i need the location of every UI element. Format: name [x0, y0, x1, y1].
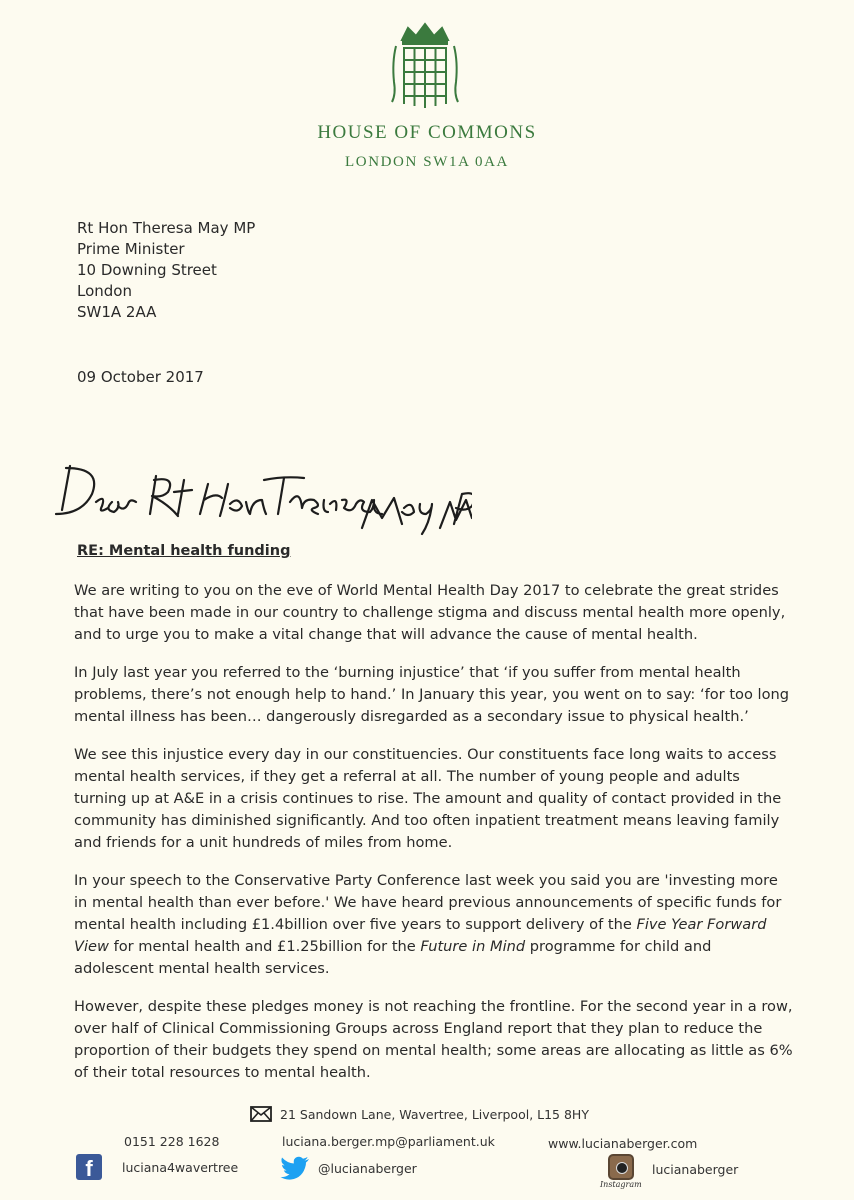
letter-footer: [0, 1100, 854, 1200]
postal-address-text: 21 Sandown Lane, Wavertree, Liverpool, L15 8HY: [280, 1106, 589, 1122]
handwritten-salutation: [52, 458, 472, 540]
report-title-five-year: Five Year Forward View: [74, 916, 767, 955]
phone-number: 0151 228 1628: [124, 1134, 220, 1149]
letter-date: 09 October 2017: [77, 368, 204, 386]
recipient-line: Prime Minister: [77, 240, 185, 258]
letterhead-address: LONDON SW1A 0AA: [345, 154, 509, 170]
body-text: for mental health and £1.25billion for the: [108, 938, 421, 955]
facebook-handle: luciana4wavertree: [122, 1159, 239, 1175]
subject-line: RE: Mental health funding: [77, 543, 291, 559]
twitter-link[interactable]: [280, 1156, 417, 1180]
programme-title-future-in-mind: Future in Mind: [420, 938, 526, 955]
letter-body: [74, 580, 794, 1100]
body-paragraph: [74, 870, 794, 980]
twitter-handle: @lucianaberger: [318, 1160, 417, 1176]
postal-address: [250, 1106, 589, 1122]
recipient-line: Rt Hon Theresa May MP: [77, 219, 256, 237]
twitter-bird-icon: [280, 1156, 310, 1180]
facebook-icon: f: [76, 1154, 102, 1180]
instagram-handle[interactable]: lucianaberger: [652, 1162, 739, 1177]
recipient-line: 10 Downing Street: [77, 261, 217, 279]
instagram-badge: [600, 1154, 642, 1189]
body-text: In your speech to the Conservative Party Conference last week you said you are 'investing more in mental health than ever before.' We have heard previous announcements of specific funds for mental health including £1.4billion over five years to support delivery of the: [74, 872, 782, 933]
body-paragraph: In July last year you referred to the ‘burning injustice’ that ‘if you suffer from mental health problems, there’s not enough help to hand.’ In January this year, you went on to say: ‘for too long mental illness has been… dangerously disregarded as a secondary issue to physical health.’: [74, 664, 790, 725]
body-text: programme for child and adolescent mental health services.: [74, 938, 712, 977]
instagram-label: Instagram: [600, 1180, 642, 1189]
website-link[interactable]: www.lucianaberger.com: [548, 1136, 698, 1151]
portcullis-crest-icon: [390, 22, 460, 114]
envelope-icon: [250, 1106, 272, 1122]
body-paragraph: We are writing to you on the eve of World Mental Health Day 2017 to celebrate the great strides that have been made in our country to challenge stigma and discuss mental health more openly, and to urge you to make a vital change that will advance the cause of mental health.: [74, 582, 786, 643]
instagram-icon: [608, 1154, 634, 1180]
letterhead-title: HOUSE OF COMMONS: [317, 122, 537, 143]
facebook-link[interactable]: [76, 1154, 238, 1180]
email-link[interactable]: luciana.berger.mp@parliament.uk: [282, 1134, 495, 1149]
recipient-line: SW1A 2AA: [77, 303, 157, 321]
body-paragraph: However, despite these pledges money is not reaching the frontline. For the second year in a row, over half of Clinical Commissioning Groups across England report that they plan to reduce the proportion of their budgets they spend on mental health; some areas are allocating as little as 6% of their total resources to mental health.: [74, 998, 793, 1081]
recipient-address: [77, 218, 255, 323]
body-paragraph: We see this injustice every day in our constituencies. Our constituents face long waits to access mental health services, if they get a referral at all. The number of young people and adults turning up at A&E in a crisis continues to rise. The amount and quality of contact provided in the community has diminished significantly. And too often inpatient treatment means leaving family and friends for a unit hundreds of miles from home.: [74, 746, 782, 851]
recipient-line: London: [77, 282, 132, 300]
